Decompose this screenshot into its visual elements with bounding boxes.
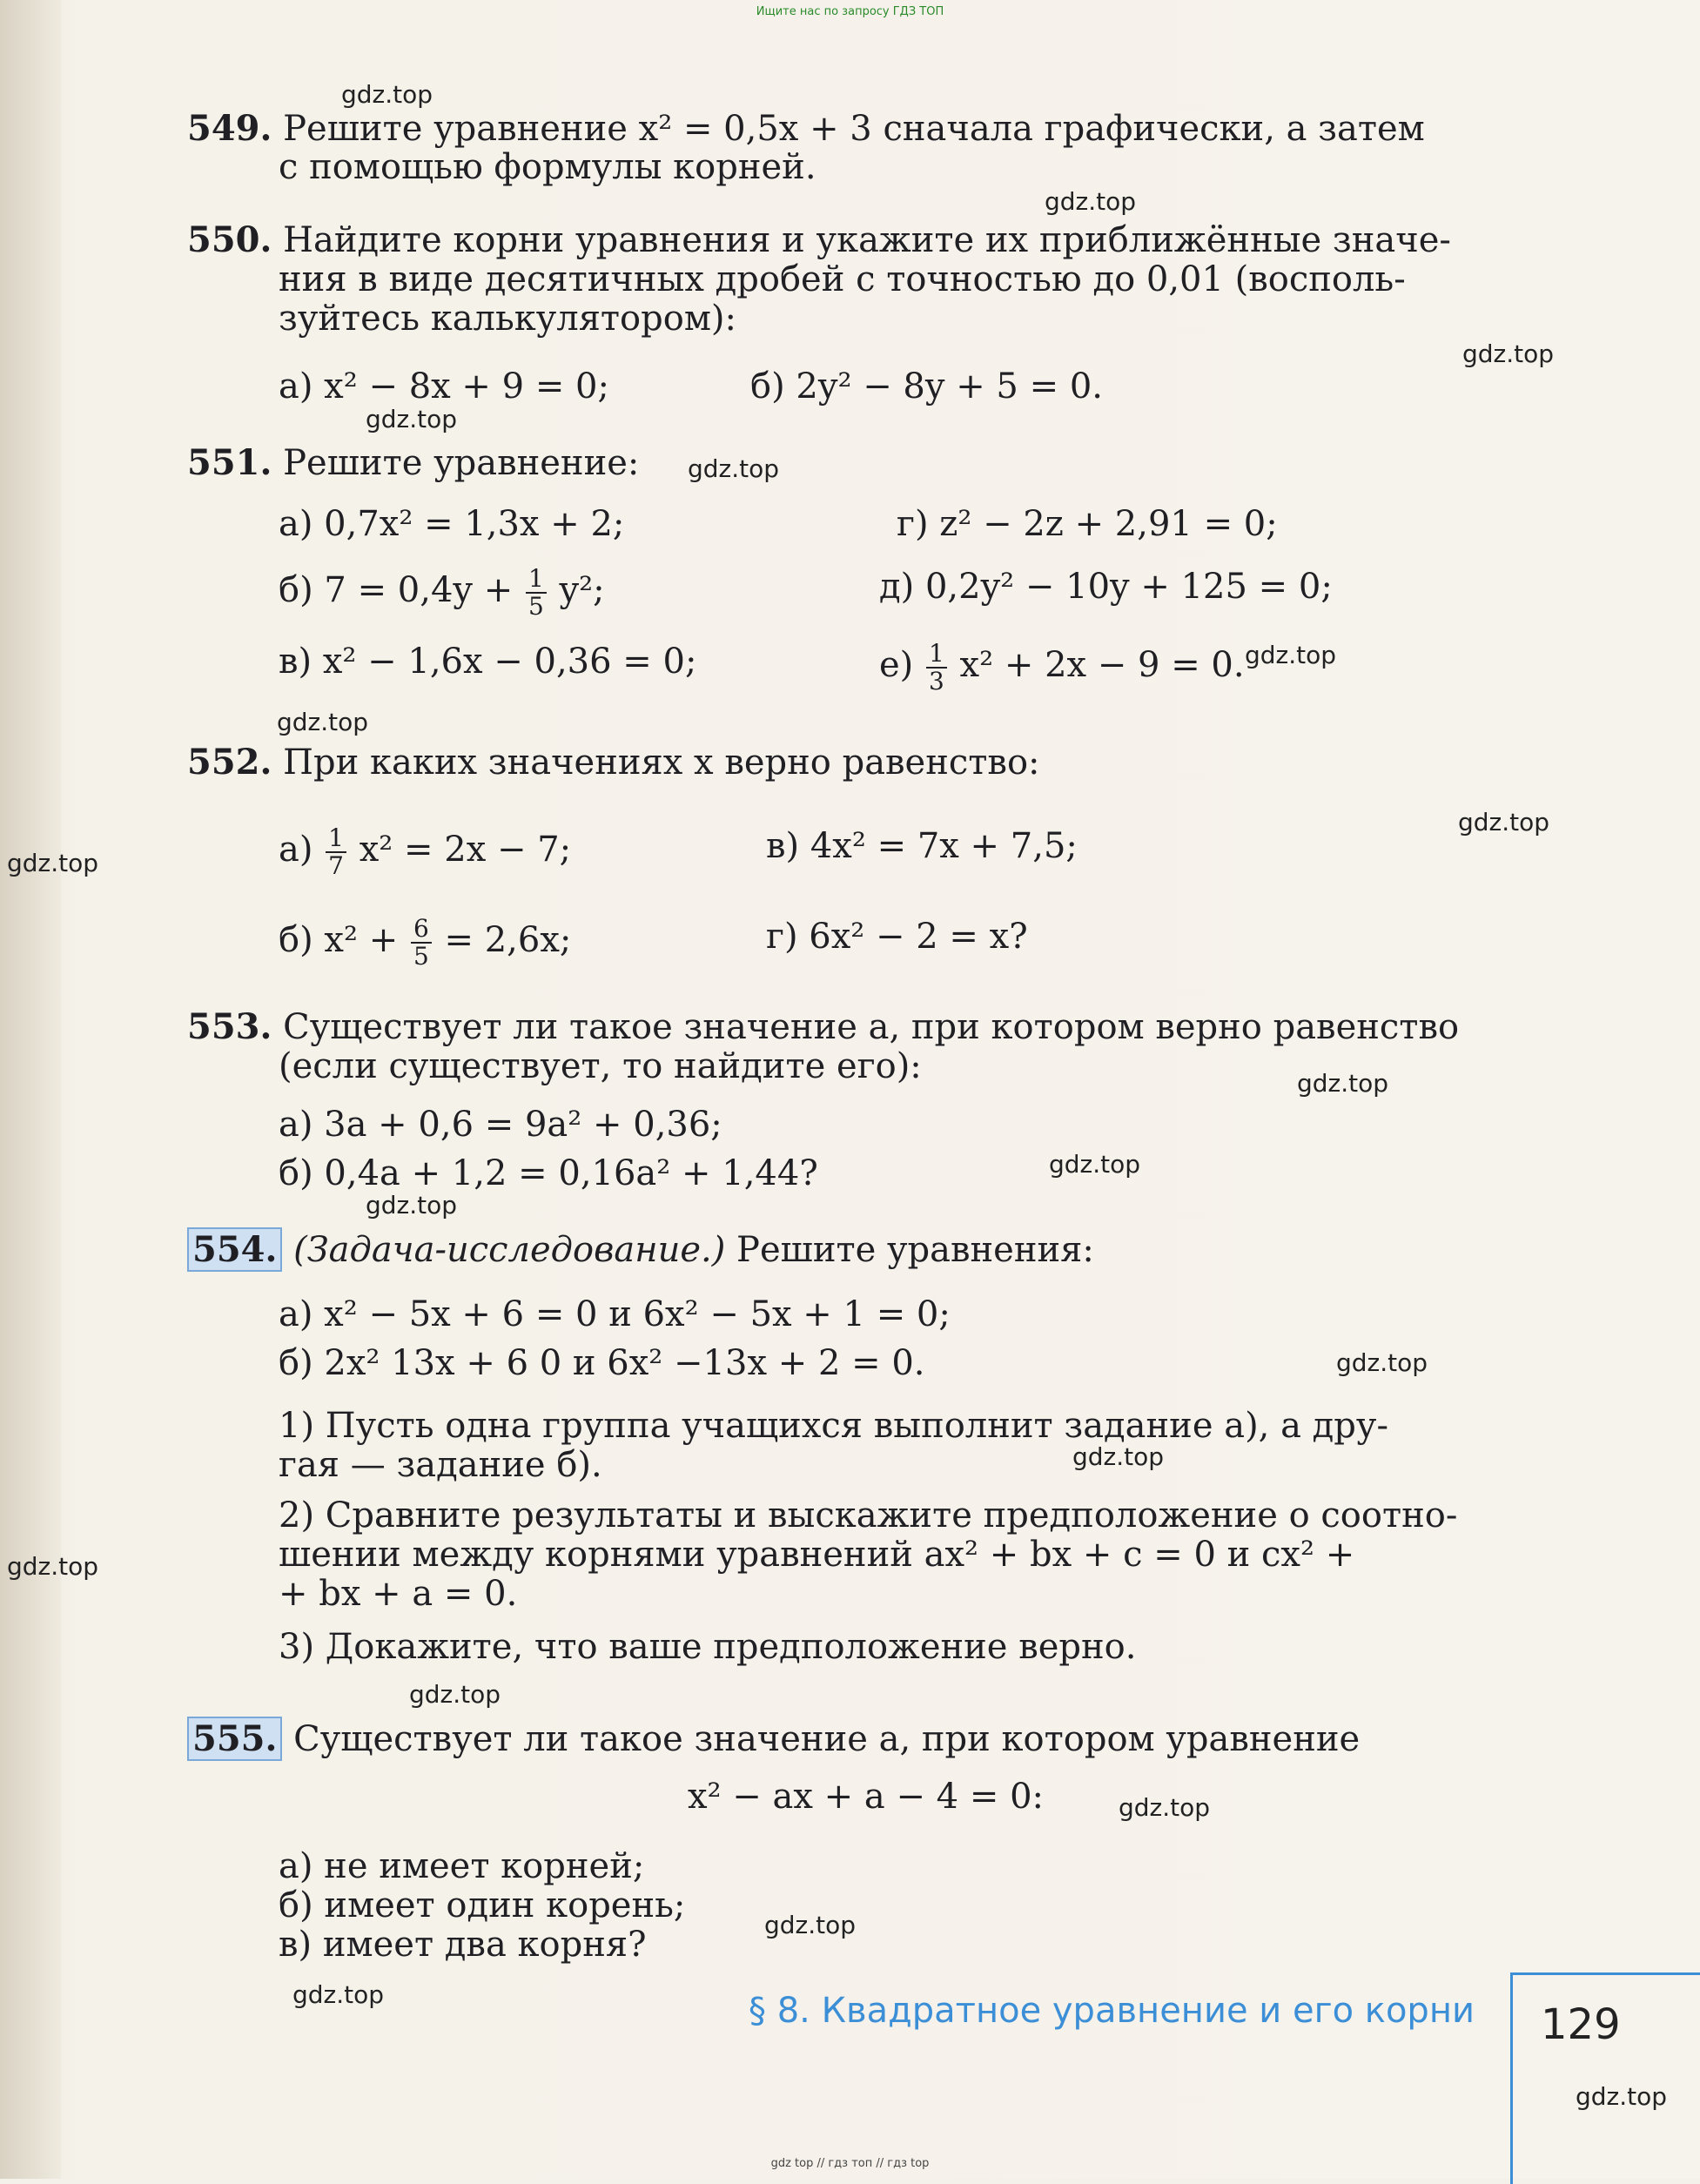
- expr-text: x² = 2x − 7;: [359, 830, 572, 870]
- watermark: gdz.top: [1336, 1348, 1428, 1377]
- problem-number: 551.: [187, 442, 272, 483]
- watermark: gdz.top: [7, 849, 99, 877]
- problem-552-a: [279, 825, 571, 879]
- watermark: gdz.top: [409, 1680, 501, 1709]
- numerator: 1: [526, 566, 547, 594]
- watermark: gdz.top: [1462, 339, 1555, 368]
- fraction: [326, 825, 346, 879]
- problem-551-a: а) 0,7x² = 1,3x + 2;: [279, 504, 625, 544]
- watermark: gdz.top: [1458, 808, 1550, 837]
- numerator: 6: [411, 916, 432, 944]
- watermark: gdz.top: [1297, 1069, 1389, 1098]
- problem-number-highlighted: 555.: [187, 1717, 282, 1761]
- problem-555: [187, 1718, 1360, 1760]
- watermark: gdz.top: [1119, 1793, 1211, 1822]
- watermark: gdz.top: [366, 1191, 458, 1220]
- watermark: gdz.top: [1245, 641, 1337, 669]
- expr-text: x² + 2x − 9 = 0.: [959, 645, 1245, 685]
- denominator: 7: [328, 851, 344, 880]
- problem-text: Существует ли такое значение a, при котором верно равенство: [283, 1007, 1460, 1047]
- problem-551-b: [279, 566, 605, 620]
- watermark: gdz.top: [1049, 1150, 1141, 1179]
- problem-553-line2: (если существует, то найдите его):: [279, 1046, 922, 1086]
- problem-551: [187, 442, 639, 484]
- problem-555-equation: x² − ax + a − 4 = 0:: [688, 1777, 1045, 1817]
- section-footer: § 8. Квадратное уравнение и его корни: [749, 1991, 1475, 2031]
- problem-number: 550.: [187, 219, 272, 260]
- problem-551-v: в) x² − 1,6x − 0,36 = 0;: [279, 642, 697, 682]
- fraction: [926, 641, 947, 695]
- watermark: gdz.top: [7, 1552, 99, 1581]
- watermark: gdz.top: [366, 405, 458, 433]
- problem-554-step2-line2: шении между корнями уравнений ax² + bx + c = 0 и cx² +: [279, 1535, 1355, 1575]
- problem-554-b: б) 2x² 13x + 6 0 и 6x² −13x + 2 = 0.: [279, 1343, 925, 1383]
- page-number: 129: [1541, 2000, 1621, 2049]
- watermark: gdz.top: [292, 1980, 385, 2009]
- problem-549: [187, 108, 1425, 150]
- problem-text: Решите уравнение x² = 0,5x + 3 сначала графически, а затем: [283, 109, 1425, 149]
- problem-549-line2: с помощью формулы корней.: [279, 147, 816, 187]
- problem-551-g: г) z² − 2z + 2,91 = 0;: [897, 504, 1278, 544]
- problem-553: [187, 1006, 1459, 1048]
- expr-text: а): [279, 830, 313, 870]
- problem-550-b: б) 2y² − 8y + 5 = 0.: [750, 366, 1103, 407]
- problem-550: [187, 219, 1451, 261]
- denominator: 5: [527, 592, 544, 621]
- watermark: gdz.top: [277, 708, 369, 736]
- problem-550-line3: зуйтесь калькулятором):: [279, 299, 737, 339]
- problem-text: Решите уравнение:: [283, 443, 640, 483]
- problem-number: 553.: [187, 1006, 272, 1047]
- bottom-note: gdz top // гдз топ // гдз top: [770, 2157, 930, 2170]
- problem-number-highlighted: 554.: [187, 1227, 282, 1272]
- problem-555-b: б) имеет один корень;: [279, 1885, 686, 1925]
- expr-text: е): [879, 645, 914, 685]
- watermark: gdz.top: [1045, 187, 1137, 216]
- problem-554-step3: 3) Докажите, что ваше предположение верно.: [279, 1627, 1137, 1667]
- expr-text: y²;: [559, 570, 605, 610]
- fraction: [526, 566, 547, 620]
- problem-551-d: д) 0,2y² − 10y + 125 = 0;: [879, 567, 1333, 607]
- watermark: gdz.top: [688, 454, 780, 483]
- problem-555-v: в) имеет два корня?: [279, 1925, 647, 1965]
- problem-550-a: а) x² − 8x + 9 = 0;: [279, 366, 609, 407]
- problem-number: 552.: [187, 742, 272, 783]
- expr-text: = 2,6x;: [444, 920, 572, 960]
- watermark: gdz.top: [1576, 2082, 1668, 2111]
- problem-text: Существует ли такое значение a, при котором уравнение: [293, 1719, 1361, 1759]
- problem-554-step1-line2: гая — задание б).: [279, 1445, 602, 1485]
- watermark: gdz.top: [764, 1911, 857, 1939]
- numerator: 1: [326, 825, 346, 853]
- watermark: gdz.top: [341, 80, 433, 109]
- problem-554-step2-line1: 2) Сравните результаты и выскажите предположение о соотно-: [279, 1495, 1458, 1536]
- problem-555-a: а) не имеет корней;: [279, 1846, 645, 1886]
- problem-text: Найдите корни уравнения и укажите их приближённые значе-: [283, 220, 1451, 260]
- denominator: 3: [929, 667, 944, 696]
- problem-552-b: [279, 916, 571, 970]
- denominator: 5: [413, 942, 429, 971]
- problem-554: [187, 1229, 1094, 1271]
- problem-number: 549.: [187, 108, 272, 149]
- problem-554-step2-line3: + bx + a = 0.: [279, 1574, 518, 1614]
- numerator: 1: [926, 641, 947, 669]
- problem-552: [187, 742, 1040, 783]
- problem-550-line2: ния в виде десятичных дробей с точностью до 0,01 (восполь-: [279, 259, 1406, 299]
- problem-551-e: [879, 641, 1245, 695]
- problem-italic-text: (Задача-исследование.): [293, 1230, 726, 1270]
- top-note: Ищите нас по запросу ГДЗ ТОП: [756, 5, 944, 18]
- problem-554-step1-line1: 1) Пусть одна группа учащихся выполнит задание а), а дру-: [279, 1406, 1388, 1446]
- book-spine-shadow: [0, 0, 61, 2179]
- problem-text: При каких значениях x верно равенство:: [283, 743, 1040, 783]
- expr-text: б) 7 = 0,4y +: [279, 570, 514, 610]
- problem-552-v: в) 4x² = 7x + 7,5;: [766, 826, 1078, 866]
- watermark: gdz.top: [1072, 1442, 1165, 1471]
- problem-552-g: г) 6x² − 2 = x?: [766, 917, 1028, 957]
- expr-text: б) x² +: [279, 920, 399, 960]
- problem-text: Решите уравнения:: [725, 1230, 1094, 1270]
- problem-553-a: а) 3a + 0,6 = 9a² + 0,36;: [279, 1105, 722, 1145]
- problem-553-b: б) 0,4a + 1,2 = 0,16a² + 1,44?: [279, 1153, 818, 1193]
- fraction: [411, 916, 432, 970]
- problem-554-a: а) x² − 5x + 6 = 0 и 6x² − 5x + 1 = 0;: [279, 1294, 951, 1334]
